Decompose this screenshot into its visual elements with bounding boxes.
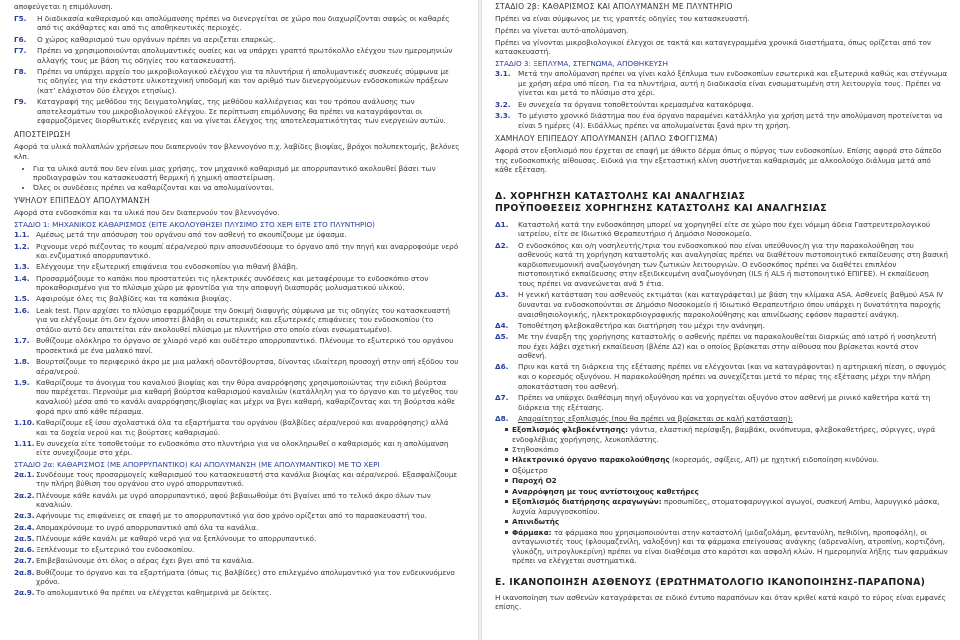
numbered-item: 1.7. Βυθίζουμε ολόκληρο το όργανο σε χλιαρό νερό και ουδέτερο απορρυπαντικό. Πλένουμε το εξωτερικό του οργάνου προσεκτικά με ένα μαλακό πανί. xyxy=(14,336,454,355)
numbered-item: Γ5. Η διαδικασία καθαρισμού και απολύμανσης πρέπει να διενεργείται σε χώρο που διαχωρίζονται σαφώς οι καθαρές από τις ακάθαρτες και από τις αποθηκευτικές περιοχές. xyxy=(14,13,450,33)
list-item: Εξοπλισμός διατήρησης αεραγωγών: προσωπίδες, στοματοφαρυγγικοί αγωγοί, συσκευή Ambu, λαρυγγικό μάσκα, λυχνία λαρυγγοσκοπίου. xyxy=(505,497,948,516)
numbered-item: Γ7. Πρέπει να χρησιμοποιούνται απολυμαντικές ουσίες και να υπάρχει γραπτό πρωτόκολλο ελέγχου των ημερομηνιών αλλαγής τους με βάση τις οδηγίες του κατασκευαστή. xyxy=(14,45,453,65)
list-item: Φάρμακα: τα φάρμακα που χρησιμοποιούνται στην καταστολή (μιδαζολάμη, φεντανύλη, πεθιδίνη, προποφόλη), οι ανταγωνιστές τους (φλουμαζενίλη, ναλοξόνη) και τα φάρμακα επείγουσας ανάγκης (αδρεναλίνη, ατροπίνη, κορτιζόνη, γλυκόζη, νιτρογλυκερίνη) πρέπει να είναι διαθέσιμα στο καρότσι και ασφαλή κλών. Η ημερομηνία λήξης των φαρμάκων πρέπει να ελέγχεται συστηματικά. xyxy=(505,528,948,567)
numbered-item: Δ6. Πριν και κατά τη διάρκεια της εξέτασης πρέπει να ελέγχονται (και να καταγράφονται) η αρτηριακή πίεση, ο σφυγμός και ο κορεσμός οξυγόνου. Η παρακολούθηση πρέπει να συνεχίζεται μετά το πέρας της εξέτασης μέχρι την πλήρη αποκατάσταση του ασθενή. xyxy=(495,362,947,391)
numbered-item: 2α.8. Βυθίζουμε το όργανο και τα εξαρτήματα (όπως τις βαλβίδες) στο επιλεγμένο απολυμαντικό για τον ενδεικνυόμενο χρόνο. xyxy=(14,567,455,587)
numbered-item: Γ6. Ο χώρος καθαρισμού των οργάνων πρέπει να αεριζεται επαρκώς. xyxy=(14,34,276,44)
numbered-item: 1.1. Αμέσως μετά την απόσυρση του οργάνου από τον ασθενή το σκουπίζουμε με ύφασμα. xyxy=(14,230,347,240)
list-item: Οξύμετρο xyxy=(505,466,948,476)
numbered-item: 1.8. Βουρτσίζουμε το περιφερικό άκρο με μια μαλακή οδοντόβουρτσα, δίνοντας ιδιαίτερη προσοχή στην οπή εξόδου του αέρα/νερού. xyxy=(14,357,459,376)
intro-text: αποφεύγεται η επιμόλυνση. xyxy=(14,2,113,11)
numbered-item: 1.11. Εν συνεχεία είτε τοποθετούμε το ενδοσκόπιο στο πλυντήριο για να ολοκληρωθεί ο καθαρισμός και η απολύμανση είτε συνεχίζουμε στο χέρι. xyxy=(14,438,449,458)
section-d-subtitle: ΠΡΟΫΠΟΘΕΣΕΙΣ ΧΟΡΗΓΗΣΗΣ ΚΑΤΑΣΤΟΛΗΣ ΚΑΙ ΑΝΑΛΓΗΣΙΑΣ xyxy=(495,202,828,214)
numbered-item: 3.2. Εν συνεχεία τα όργανα τοποθετούνται κρεμασμένα κατακόρυφα. xyxy=(495,99,754,109)
section-e-text: Η ικανοποίηση των ασθενών καταγράφεται σε ειδικό έντυπο παραπόνων και όταν κριθεί κατά καιρό το εύρος είναι εμφανές επίσης. xyxy=(495,592,946,612)
numbered-item: Γ8. Πρέπει να υπάρχει αρχείο του μικροβιολογικού ελέγχου για τα πλυντήρια ή απολυμαντικές συσκευές σύμφωνα με τις οδηγίες για την εκάστοτε υλικοτεχνική υποδομή και τον αριθμό των διενεργούμενων ενδοσκοπικών πράξεων (κατ’ ελάχιστον δύο έλεγχοι ετησίως). xyxy=(14,66,449,95)
numbered-item: 2α.1. Συνδέουμε τους προσαρμογείς καθαρισμού του κατασκευαστή στα κανάλια βιοψίας και αέρα/νερού. Εξασφαλίζουμε την πλήρη βύθιση του οργάνου στο υγρό απορρυπαντικό. xyxy=(14,469,458,489)
stage2b-line: Πρέπει να είναι σύμφωνος με τις γραπτές οδηγίες του κατασκευαστή. xyxy=(495,14,750,24)
section-d-title: Δ. ΧΟΡΗΓΗΣΗ ΚΑΤΑΣΤΟΛΗΣ ΚΑΙ ΑΝΑΛΓΗΣΙΑΣ xyxy=(495,191,746,203)
stage2b-heading: ΣΤΑΔΙΟ 2β: ΚΑΘΑΡΙΣΜΟΣ ΚΑΙ ΑΠΟΛΥΜΑΝΣΗ ΜΕ ΠΛΥΝΤΗΡΙΟ xyxy=(495,2,733,11)
equipment-list xyxy=(495,425,948,566)
numbered-item: 2α.2. Πλένουμε κάθε κανάλι με υγρό απορρυπαντικό, αφού βεβαιωθούμε ότι βγαίνει από το τελικό άκρο όλων των καναλιών. xyxy=(14,490,431,510)
numbered-item: Δ5. Με την έναρξη της χορήγησης καταστολής ο ασθενής πρέπει να παρακολουθείται διαρκώς από ιατρό ή νοσηλευτή που έχει λάβει σχετική εκπαίδευση (βλέπε Δ2) και ο οποίος βρίσκεται στην αίθουσα που βρίσκεται κοντά στον ασθενή. xyxy=(495,331,937,361)
numbered-item: Δ4. Τοποθέτηση φλεβοκαθετήρα και διατήρηση του μέχρι την ανάνηψη. xyxy=(495,320,765,330)
section-e-title: Ε. ΙΚΑΝΟΠΟΙΗΣΗ ΑΣΘΕΝΟΥΣ (ΕΡΩΤΗΜΑΤΟΛΟΓΙΟ ΙΚΑΝΟΠΟΙΗΣΗΣ-ΠΑΡΑΠΟΝΑ) xyxy=(495,576,926,588)
hld-text: Αφορά στα ενδοσκόπια και τα υλικά που δεν διαπερνούν τον βλεννογόνο. xyxy=(14,208,280,218)
numbered-item: 1.6. Leak test. Πριν αρχίσει το πλύσιμο εφαρμόζουμε την δοκιμή διαφυγής σύμφωνα με τις οδηγίες του κατασκευαστή για να ελέγξουμε ότι δεν έχουν υποστεί βλάβη οι εσωτερικές και εξωτερικές επιφάνειες του ενδοσκοπίου (το στάδιο αυτό δεν απαιτείται εάν ακολουθεί πλύσιμο με πλυντήριο στο οποίο είναι ενσωματωμένο). xyxy=(14,305,450,334)
numbered-item: 2α.6. Ξεπλένουμε το εξωτερικό του ενδοσκοπίου. xyxy=(14,545,195,555)
numbered-item: Δ2. Ο ενδοσκόπος και ο/η νοσηλευτής/τρια του ενδοσκοπικού που είναι υπεύθυνος/η για την παρακολούθηση του ασθενούς κατά τη χορήγηση καταστολής και αναλγησίας πρέπει να διαθέτουν πιστοποιητικό εκπαίδευσης στη βασική καρδιοπνευμονική αναζωογόνηση των ζωτικών λειτουργιών. Ο ενδοσκόπος πρέπει να διαθέτει επιπλέον πιστοποιητικό εκπαίδευσης στην εξειδικευμένη αναζωογόνηση (ILS ή ALS ή πιστοποιητικό ΕΠΙΓΕΕ). Η εκπαίδευση τους πρέπει να ανανεώνεται ανά 5 έτια. xyxy=(495,240,948,289)
numbered-item: Δ7. Πρέπει να υπάρχει διαθέσιμη πηγή οξυγόνου και να χορηγείται οξυγόνο στον ασθενή με ρινικό καθετήρα κατά τη διάρκεια της εξέτασης. xyxy=(495,392,931,412)
sterilization-text: Αφορά τα υλικά πολλαπλών χρήσεων που διαπερνούν τον βλεννογόνο π.χ. λαβίδες βιοψίας, βρόχοι πολυπεκτομής, βελόνες κλπ. xyxy=(14,142,460,161)
numbered-item: Δ1. Καταστολή κατά την ενδοσκόπηση μπορεί να χορηγηθεί είτε σε χώρο που έχει νόμιμη άδεια Γαστρεντερολογικού ιατρείου, είτε σε Ιδιωτικό Θεραπευτήριο ή Δημόσιο Νοσοκομείο. xyxy=(495,219,931,239)
stage2b-line: Πρέπει να γίνεται αυτό-απολύμανση. xyxy=(495,25,629,35)
right-page xyxy=(480,0,960,640)
numbered-item: 1.2. Ριχνουμε νερό πιέζοντας το κουμπί αέρα/νερού πριν αποσυνδέσουμε το όργανο από την πηγή και αναρροφούμε νερό και ενζυματικό απορρυπαντικό. xyxy=(14,241,459,261)
numbered-item: Γ9. Καταγραφή της μεθόδου της δειγματοληψίας, της μεθόδου καλλιέργειας και του τρόπου ανάλυσης των αποτελεσμάτων του μικροβιολογικού ελέγχου. Σε περίπτωση επιμόλυνσης θα πρέπει να καταγράφονται οι εφαρμοζόμενες διορθωτικές ενέργειες και να γίνεται έλεγχος της αποτελεσματικότητας των ενεργειών αυτών. xyxy=(14,97,446,126)
list-item: Απινιδωτής xyxy=(505,517,948,527)
numbered-item: 1.10. Καθαρίζουμε εξ ίσου σχολαστικά όλα τα εξαρτήματα του οργάνου (βαλβίδες αέρα/νερού και αναρρόφησης) αλλά και τα δοχεία νερού και τις βούρτσες καθαρισμού. xyxy=(14,417,449,437)
list-item: Εξοπλισμός φλεβοκέντησης: γάντια, ελαστική περίσφιξη, βαμβάκι, οινόπνευμα, φλεβοκαθετήρες, σύριγγες, υγρά ενδοφλέβιας χορήγησης, λευκοπλάστης. xyxy=(505,425,948,444)
low-level-disinfection-heading: ΧΑΜΗΛΟΥ ΕΠΙΠΕΔΟΥ ΑΠΟΛΥΜΑΝΣΗ (ΑΠΛΟ ΣΦΟΓΓΙΣΜΑ) xyxy=(495,134,718,144)
list-item: • Για τα υλικά αυτά που δεν είναι μιας χρήσης, τον μηχανικό καθαρισμό με απορρυπαντικό ακολουθεί βάσει των προδιαγραφών του κατασκευαστή θερμική ή χημική αποστείρωση. xyxy=(33,164,460,183)
numbered-item: 2α.9. Το απολυμαντικό θα πρέπει να ελέγχεται καθημερινά με δείκτες. xyxy=(14,588,272,598)
sterilization-list xyxy=(14,164,460,193)
numbered-item: 2α.3. Αφήνουμε τις επιφάνειες σε επαφή με το απορρυπαντικό για όσο χρόνο ορίζεται από το παρασκευαστή του. xyxy=(14,511,427,521)
numbered-item: Δ3. Η γενική κατάσταση του ασθενούς εκτιμάται (και καταγράφεται) με βάση την κλίμακα ASA. Ασθενείς βαθμού ASA IV δυνανται να ενδοσκοπούνται σε Δημόσιο Νοσοκομείο ή Ιδιωτικό Θεραπευτήριο όπου υπάρχει η δυνατότητα παροχής αναισθησιολογικής, ηλεκτροκαρδιογραφικής παρακολούθησης και απινίδωσης εφόσον παραστεί ανάγκη. xyxy=(495,290,944,319)
list-item: Αναρρόφηση με τους αντίστοιχους καθετήρες xyxy=(505,487,948,497)
list-item: Ηλεκτρονικό όργανο παρακολούθησης (κορεσμός, σφίξεις, ΑΠ) με ηχητική ειδοποίηση κινδύνου. xyxy=(505,455,948,465)
numbered-item: 3.1. Μετά την απολύμανση πρέπει να γίνει καλό ξέπλυμα των ενδοσκοπίων εσωτερικά και εξωτερικά καθώς και στέγνωμα με χρήση αέρα υπό πίεση. Για τα πλυντήρια, αυτή η διαδικασία είναι ενσωματωμένη στη λειτουργία τους. Πρέπει να γίνεται και μετά το πλύσιμο στο χέρι. xyxy=(495,69,948,98)
numbered-item: 3.3. Το μέγιστο χρονικό διάστημα που ένα όργανο παραμένει κατάλληλο για χρήση μετά την απολύμανση προτείνεται να είναι 5 ημέρες (4). Ειδάλλως πρέπει να απολυμαίνεται ξανά πριν τη χρήση. xyxy=(495,110,943,130)
numbered-item: 1.3. Ελέγχουμε την εξωτερική επιφάνεια του ενδοσκοπίου για πιθανή βλάβη. xyxy=(14,262,298,272)
list-item: Στηθοσκόπιο xyxy=(505,445,948,455)
numbered-item: 1.5. Αφαιρούμε όλες τις βαλβίδες και τα καπάκια βιοψίας. xyxy=(14,294,232,304)
list-item: Παροχή Ο2 xyxy=(505,476,948,486)
sterilization-heading: ΑΠΟΣΤΕΙΡΩΣΗ xyxy=(14,130,71,140)
numbered-item: Δ8. Απαραίτητος εξοπλισμός (που θα πρέπει να βρίσκεται σε καλή κατάσταση): xyxy=(495,413,793,423)
numbered-item: 2α.5. Πλένουμε κάθε κανάλι με καθαρό νερό για να ξεπλύνουμε το απορρυπαντικό. xyxy=(14,533,317,543)
hld-heading: ΥΨΗΛΟΥ ΕΠΙΠΕΔΟΥ ΑΠΟΛΥΜΑΝΣΗ xyxy=(14,196,150,206)
stage1-heading: ΣΤΑΔΙΟ 1: ΜΗΧΑΝΙΚΟΣ ΚΑΘΑΡΙΣΜΟΣ (ΕΙΤΕ ΑΚΟΛΟΥΘΗΣΕΙ ΠΛΥΣΙΜΟ ΣΤΟ ΧΕΡΙ ΕΙΤΕ ΣΤΟ ΠΛΥΝΤΗΡΙΟ) xyxy=(14,220,375,230)
numbered-item: 2α.7. Επιβεβαιώνουμε ότι όλος ο αέρας έχει βγει από τα κανάλια. xyxy=(14,556,255,566)
list-item: • Όλες οι συνδέσεις πρέπει να καθαρίζονται και να απολυμαίνονται. xyxy=(33,183,460,193)
numbered-item: 2α.4. Απομακρύνουμε το υγρό απορρυπαντικό από όλα τα κανάλια. xyxy=(14,522,259,532)
numbered-item: 1.9. Καθαρίζουμε το άνοιγμα του καναλιού βιοψίας και την θύρα αναρρόφησης χρησιμοποιώντας την ειδική βούρτσα που παρέχεται. Περνούμε μια καθαρή βούρτσα καθαρισμού καναλιών (κατάλληλη για το όργανο και το μέγεθος του καναλιού) μέσα από το κανάλι αναρρόφησης/βιοψίας και μέχρι να βγει καθαρή, καθαρίζοντας και τη βούρτσα κάθε φορά πριν από κάθε πέρασμα. xyxy=(14,377,458,416)
numbered-item: 1.4. Προσαρμόζουμε το καπάκι που προστατεύει τις ηλεκτρικές συνδέσεις και μεταφέρουμε το ενδοσκόπιο στον προκαθορισμένο για το πλύσιμο χώρο με φροντίδα για την αποφυγή διασποράς μολυσματικού υλικού. xyxy=(14,273,429,293)
stage3-heading: ΣΤΑΔΙΟ 3: ΞΕΠΛΥΜΑ, ΣΤΕΓΝΩΜΑ, ΑΠΟΘΗΚΕΥΣΗ xyxy=(495,59,668,69)
stage2b-line: Πρέπει να γίνονται μικροβιολογικοί έλεγχοι σε τακτά και καταγεγραμμένα χρονικά διαστήματα, όπως ορίζεται από τον κατασκευαστή. xyxy=(495,37,931,57)
low-level-disinfection-text: Αφορά στον εξοπλισμό που έρχεται σε επαφή με άθικτο δέρμα όπως ο πύργος των ενδοσκοπίων. Επίσης αφορά στο δάπεδο της ενδοσκοπικής αίθουσας. Ειδικά για την εξεταστική κλίνη συστήνεται καθαρισμός με αλκοολούχο διάλυμα μετά από κάθε εξέταση. xyxy=(495,146,942,175)
stage2-heading: ΣΤΑΔΙΟ 2α: ΚΑΘΑΡΙΣΜΟΣ (ΜΕ ΑΠΟΡΡΥΠΑΝΤΙΚΟ) ΚΑΙ ΑΠΟΛΥΜΑΝΣΗ (ΜΕ ΑΠΟΛΥΜΑΝΤΙΚΟ) ΜΕ ΤΟ ΧΕΡΙ xyxy=(14,459,380,469)
